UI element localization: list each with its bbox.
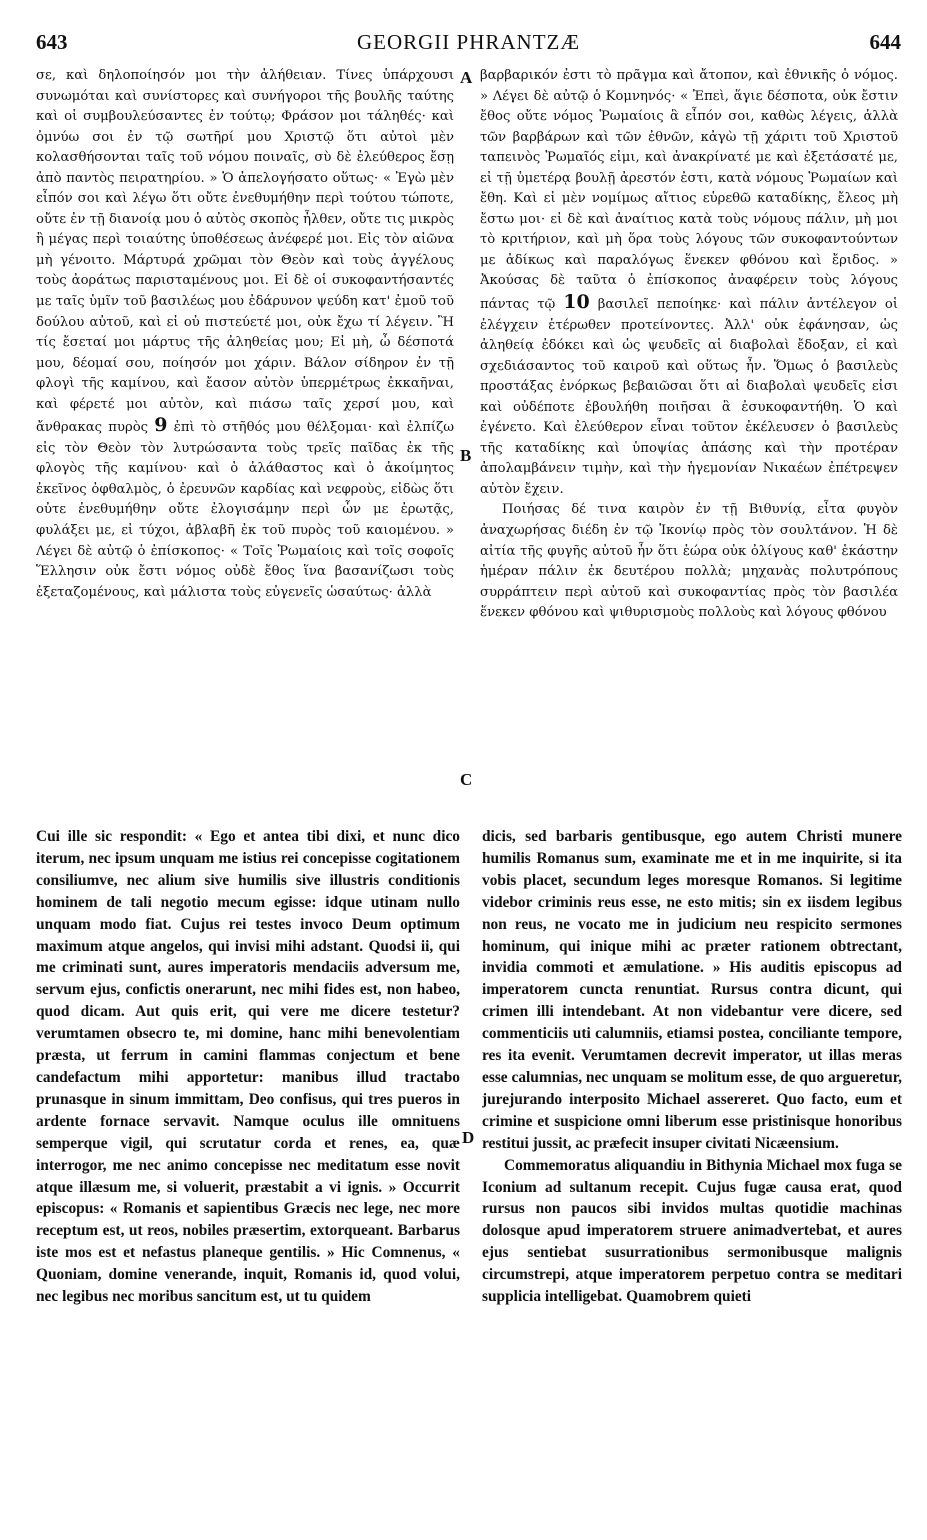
latin-column-left [36, 826, 460, 1496]
greek-left-paragraph [36, 66, 454, 603]
page-header [36, 30, 901, 60]
greek-column-right [480, 66, 898, 804]
latin-left-paragraph: Cui ille sic respondit: « Ego et antea tibi dixi, et nunc dico iterum, nec ipsum unquam me istius rei concepisse cogitationem consiliumve, nec alium sive humilis sive illustris conditionis hominem de tali negotio mecum egisse: idque utinam nullo unquam modo fiat. Cujus rei testes invoco Deum optimum maximum atque angelos, qui invisi mihi adstant. Quodsi ii, qui me criminati sunt, aures imperatoris mendaciis adversum me, servum ejus, confictis onerarunt, nec mihi fides est, non habeo, quod dicam. Aut quis erit, qui vere me dicere testetur? verumtamen obsecro te, mi domine, hanc mihi benevolentiam præsta, ut ferrum in camini flammas conjectum et bene candefactum mihi apportetur: manibus illud tractabo prunasque in sinum immittam, Deo confisus, qui tres pueros in ardente fornace servavit. Namque oculus ille omnituens semperque vigil, qui scrutatur corda et renes, ea, quæ interrogor, me nec animo concepisse nec meditatum esse novit atque illæsum me, si voluerit, præstabit a vi ignis. » Occurrit episcopus: « Romanis et sapientibus Græcis nec lege, nec more receptum est, ut reos, nobiles præsertim, extorqueant. Barbarus iste mos est et nefastus planeque gentilis. » Hic Comnenus, « Quoniam, domine venerande, inquit, Romanis id, quod volui, nec legibus nec moribus sancitum est, ut tu quidem [36, 828, 460, 1306]
latin-right-paragraph-2: Commemoratus aliquandiu in Bithynia Michael mox fuga se Iconium ad sultanum recepit. Cujus fugæ causa erat, quod rursus non paucos sibi invidos multas quotidie machinas dolosque apud imperatorem struere animadvertebat, et aures ejus sentiebat susurrationibus sermonibusque malignis circumstrepi, atque imperatorem perpetuo contra se meditari supplicia intelligebat. Quamobrem quieti [482, 1156, 902, 1306]
running-title: GEORGII PHRANTZÆ [356, 30, 581, 54]
margin-letter-a: A [460, 68, 473, 87]
latin-right-paragraph-1: dicis, sed barbaris gentibusque, ego autem Christi munere humilis Romanus sum, examinate me et in me inquirite, si ita vobis placet, secundum leges moresque Romanos. Si legitime videbor criminis reus esse, ne esto mitis; sin ex iisdem legibus non reus, ne vocato me in judicium neu respicito sermones hominum, qui inique mihi ac præter rationem obtrectant, invidia commoti et æmulatione. » His auditis episcopus ad imperatorem cuncta renuntiat. Rursus contra dicunt, qui crimen illi intendebant. At non videbantur vere dicere, sed commenticiis uti calumniis, etiamsi postea, conciliante tempore, res ita evenit. Verumtamen decrevit imperator, ut illas meras esse calumnias, nec unquam se molitum esse, de quo argueretur, jurejurando interposito Michael assereret. Quo facto, eum et crimine et suspicione omni liberum esse pristinisque honoribus restitui jussit, ac præfecit insuper civitati Nicæensium. [482, 828, 902, 1152]
greek-right-paragraph-1 [480, 66, 898, 500]
margin-letter-c: C [460, 770, 473, 789]
greek-left-text-1: σε, καὶ δηλοποίησόν μοι τὴν ἀλήθειαν. Τίνες ὑπάρχουσι συνωμόται καὶ συνίστορες καὶ συνήγοροι τῆς βουλῆς ταύτης καὶ οἱ συμβουλεύσαντες ἐν τούτῳ; Φράσον μοι τάληθές· καὶ ὀμνύω σοι ἐν τῷ σωτῆρί μου Χριστῷ ὅτι αὐτοὶ μὲν κολασθήσονται ταῖς τοῦ νόμου ποιναῖς, σὺ δὲ ἐλεύθερος ἔσῃ ἀπὸ παντὸς πειρατηρίου. » Ὁ ἀπελογήσατο οὕτως· « Ἐγὼ μὲν εἶπόν σοι καὶ λέγω ὅτι οὔτε ἐνεθυμήθην περὶ τούτου τώποτε, οὔτε ἐν τῇ διανοίᾳ μου ὁ αὐτὸς σκοπὸς ἦλθεν, οὔτε τις μικρὸς ἢ μέγας περὶ τοιαύτης ὑποθέσεως ἀνέφερέ μοι. Εἰς τὸν αἰῶνα μὴ γένοιτο. Μάρτυρά χρῶμαι τὸν Θεὸν καὶ τοὺς ἀγγέλους τοὺς ἀοράτως παρισταμένους μοι. Εἰ δὲ οἱ συκοφαντήσαντές με ταῖς ὑμῖν τοῦ βασιλέως μου ἐδάρυνον ψεύδη κατ' ἐμοῦ τοῦ δούλου αὐτοῦ, καὶ εἰ οὐ πιστεύετέ μοι, οὐκ ἔχω τί λέγειν. Ἢ τίς ἔσεταί μοι μάρτυς τῆς ἀληθείας μου; Εἰ μὴ, ὦ δέσποτά μου, δέομαί σου, ποίησόν μοι χάριν. Βάλον σίδηρον ἐν τῇ φλογὶ τῆς καμίνου, καὶ ἔασον αὐτὸν ὑπερμέτρως ἐκκαῆναι, καὶ φέρετέ μοι αὐτὸν, καὶ πιάσω ταῖς χερσί μου, καὶ ἄνθρακας πυρὸς [36, 68, 454, 436]
section-number-10: 10 [563, 291, 590, 314]
page-number-left: 643 [36, 30, 68, 54]
greek-right-text-1b: βασιλεῖ πεποίηκε· καὶ πάλιν ἀντέλεγον οἱ ἐλέγχειν ἑτέρωθεν προτείνοντες. Ἀλλ' οὐκ ἐφάνησαν, ὡς ἀληθείᾳ ἐδόκει καὶ ὡς ψευδεῖς αἱ διαβολαὶ ἔδοξαν, εἰ καὶ σχεδιάσαντος τοῦ καιροῦ καὶ οὕτως ἦν. Ὅμως ὁ βασιλεὺς προστάξας ἐνόρκως βεβαιῶσαι ὅτι αἱ διαβολαὶ ψευδεῖς εἰσι καὶ οὐδέποτε ἐβουλήθη ποιῆσαι ἃ ἐσυκοφαντήθη. Ὁ καὶ ἐγένετο. Καὶ ἐλεύθερον εἶναι τοῦτον ἐκέλευσεν ὁ βασιλεὺς τῆς καταδίκης καὶ ὑποψίας ἁπάσης καὶ τὴν προτέραν ἀπολαμβάνειν τιμὴν, καὶ τὴν ἡγεμονίαν Νικαέων ἐπέτρεψεν αὐτὸν ἔχειν. [480, 297, 898, 497]
margin-letter-d: D [462, 1128, 475, 1147]
margin-letter-b: B [460, 446, 472, 465]
greek-column-left [36, 66, 454, 804]
greek-right-paragraph-2: Ποιήσας δέ τινα καιρὸν ἐν τῇ Βιθυνίᾳ, εἶτα φυγὸν ἀναχωρήσας διέδη ἐν τῷ Ἰκονίῳ πρὸς τὸν σουλτάνον. Ἡ δὲ αἰτία τῆς φυγῆς αὐτοῦ ἦν ὅτι ἑώρα οὐκ ὀλίγους καθ' ἑκάστην ἡμέραν πάλιν ἐκ δευτέρου πολλὰ; μηχανὰς πολυτρόπους συρράπτειν περὶ αὐτοῦ καὶ συκοφαντίας πρὸς τὸν βασιλέα ἕνεκεν φθόνου καὶ ψιθυρισμοὺς πολλοὺς καὶ λόγους φθόνου [480, 502, 898, 621]
latin-column-right [482, 826, 902, 1496]
greek-left-text-2: ἐπὶ τὸ στῆθός μου θέλξομαι· καὶ ἐλπίζω εἰς τὸν Θεὸν τὸν λυτρώσαντα τοὺς τρεῖς παῖδας ἐκ τῆς φλογὸς τῆς καμίνου· καὶ ὁ ἀλάθαστος καὶ ὁ ἀκοίμητος ἐκεῖνος ὀφθαλμὸς, ὁ ἐρευνῶν καρδίας καὶ νεφροὺς, εἰδὼς ὅτι οὐτε ἐνεθυμήθην οὔτε ἐλογισάμην περὶ ὧν με ἐρωτᾷς, φυλάξει με, εἰ τύχοι, ἀβλαβῆ ἐκ τοῦ πυρὸς τοῦ καιομένου. » Λέγει δὲ αὐτῷ ὁ ἐπίσκοπος· « Τοῖς Ῥωμαίοις καὶ τοῖς σοφοῖς Ἕλλησιν οὐκ ἔστι νόμος οὐδὲ ἔθος ἵνα βασανίζωσι τοὺς ἐξεταζομένους, καὶ μάλιστα τοὺς εὐγενεῖς ὡσαύτως· ἀλλὰ [36, 420, 454, 600]
section-number-9: 9 [154, 414, 168, 437]
page-number-right: 644 [869, 30, 901, 54]
greek-right-text-1a: βαρβαρικόν ἐστι τὸ πρᾶγμα καὶ ἄτοπον, καὶ ἐθνικῆς ὁ νόμος. » Λέγει δὲ αὐτῷ ὁ Κομνηνός· « Ἐπεὶ, ἅγιε δέσποτα, οὐκ ἔστιν ἔθος οὔτε νόμος Ῥωμαίοις ἃ εἶπόν σοι, καθὼς λέγεις, ἀλλὰ τῶν βαρβάρων καὶ τῶν ἐθνῶν, κἀγὼ τῇ χάριτι τοῦ Χριστοῦ ταπεινὸς Ῥωμαῖός εἰμι, καὶ ἀνακρίνατέ με καὶ ἐξετάσατέ με, εἰ τῇ ὑμετέρᾳ βουλῇ ἀρεστόν ἐστι, κατὰ νόμους Ῥωμαίων καὶ ἔθη. Καὶ εἰ μὲν νομίμως αἴτιος εὑρεθῶ καταδίκης, ἔλεος μὴ ἔστω μοι· εἰ δὲ καὶ ἀναίτιος κατὰ τοὺς νόμους πάλιν, μὴ μοι τὸ κριτήριον, καὶ μὴ ὅρα τοὺς λόγους τῶν συκοφαντούντων με ἀδίκως καὶ παραλόγως ἕνεκεν φθόνου καὶ ἔριδος. » Ἀκούσας δὲ ταῦτα ὁ ἐπίσκοπος ἀναφέρειν τοὺς λόγους πάντας τῷ [480, 68, 898, 313]
